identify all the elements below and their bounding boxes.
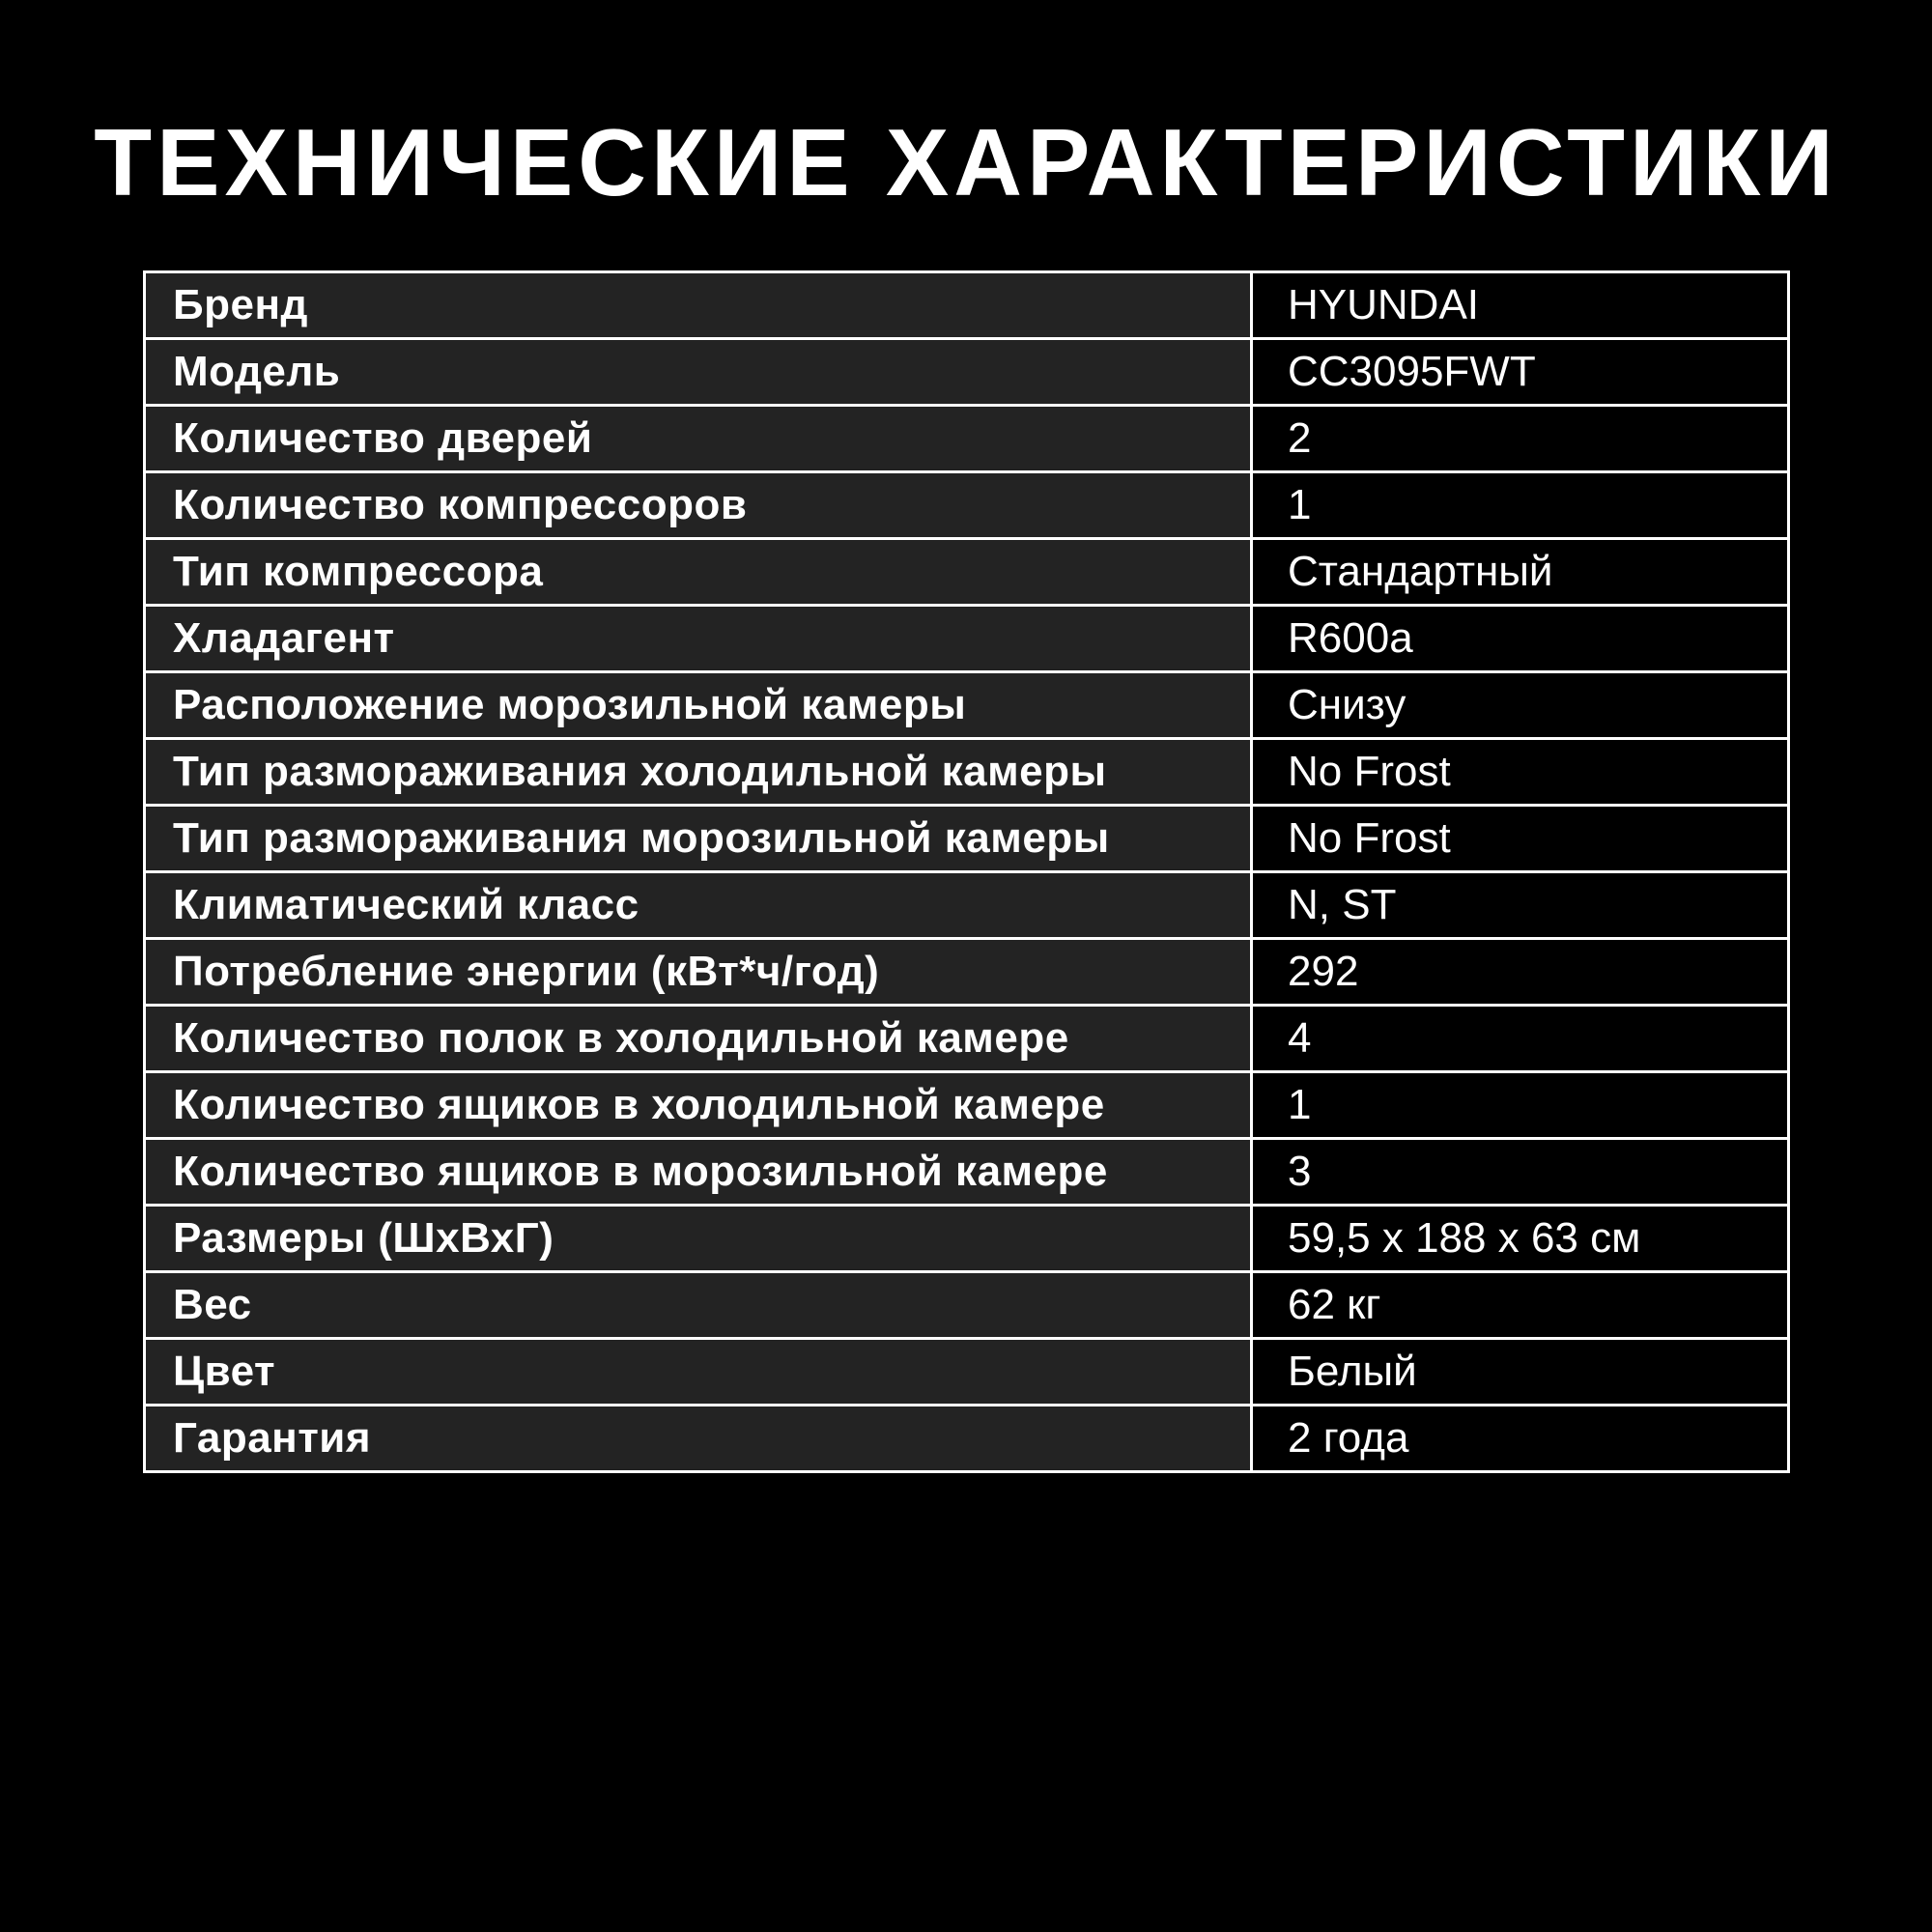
spec-value: 2 bbox=[1252, 406, 1789, 472]
table-row bbox=[145, 1072, 1789, 1139]
spec-table-body bbox=[145, 272, 1789, 1472]
table-row bbox=[145, 1339, 1789, 1406]
spec-label: Расположение морозильной камеры bbox=[145, 672, 1252, 739]
spec-value: 1 bbox=[1252, 472, 1789, 539]
spec-label: Количество дверей bbox=[145, 406, 1252, 472]
table-row bbox=[145, 472, 1789, 539]
spec-label: Количество полок в холодильной камере bbox=[145, 1006, 1252, 1072]
table-row bbox=[145, 939, 1789, 1006]
spec-value: CC3095FWT bbox=[1252, 339, 1789, 406]
page-title: ТЕХНИЧЕСКИЕ ХАРАКТЕРИСТИКИ bbox=[94, 109, 1838, 215]
spec-value: Стандартный bbox=[1252, 539, 1789, 606]
spec-value: 59,5 x 188 x 63 см bbox=[1252, 1206, 1789, 1272]
table-row bbox=[145, 1139, 1789, 1206]
spec-label: Тип размораживания холодильной камеры bbox=[145, 739, 1252, 806]
table-row bbox=[145, 739, 1789, 806]
spec-label: Размеры (ШхВхГ) bbox=[145, 1206, 1252, 1272]
table-row bbox=[145, 272, 1789, 339]
spec-value: N, ST bbox=[1252, 872, 1789, 939]
spec-value: 292 bbox=[1252, 939, 1789, 1006]
table-row bbox=[145, 806, 1789, 872]
spec-label: Тип компрессора bbox=[145, 539, 1252, 606]
spec-label: Хладагент bbox=[145, 606, 1252, 672]
table-row bbox=[145, 1406, 1789, 1472]
table-row bbox=[145, 672, 1789, 739]
spec-value: 3 bbox=[1252, 1139, 1789, 1206]
spec-label: Цвет bbox=[145, 1339, 1252, 1406]
spec-label: Вес bbox=[145, 1272, 1252, 1339]
spec-label: Гарантия bbox=[145, 1406, 1252, 1472]
spec-value: Белый bbox=[1252, 1339, 1789, 1406]
spec-value: No Frost bbox=[1252, 806, 1789, 872]
spec-label: Потребление энергии (кВт*ч/год) bbox=[145, 939, 1252, 1006]
spec-label: Климатический класс bbox=[145, 872, 1252, 939]
spec-value: 1 bbox=[1252, 1072, 1789, 1139]
table-row bbox=[145, 606, 1789, 672]
table-row bbox=[145, 1006, 1789, 1072]
table-row bbox=[145, 539, 1789, 606]
spec-value: 62 кг bbox=[1252, 1272, 1789, 1339]
spec-table bbox=[143, 270, 1790, 1473]
spec-label: Количество ящиков в холодильной камере bbox=[145, 1072, 1252, 1139]
spec-label: Бренд bbox=[145, 272, 1252, 339]
spec-label: Количество ящиков в морозильной камере bbox=[145, 1139, 1252, 1206]
spec-label: Модель bbox=[145, 339, 1252, 406]
spec-value: Снизу bbox=[1252, 672, 1789, 739]
spec-value: 4 bbox=[1252, 1006, 1789, 1072]
spec-value: No Frost bbox=[1252, 739, 1789, 806]
spec-label: Тип размораживания морозильной камеры bbox=[145, 806, 1252, 872]
table-row bbox=[145, 872, 1789, 939]
table-row bbox=[145, 1206, 1789, 1272]
spec-value: HYUNDAI bbox=[1252, 272, 1789, 339]
spec-value: 2 года bbox=[1252, 1406, 1789, 1472]
table-row bbox=[145, 339, 1789, 406]
spec-value: R600a bbox=[1252, 606, 1789, 672]
table-row bbox=[145, 406, 1789, 472]
spec-label: Количество компрессоров bbox=[145, 472, 1252, 539]
table-row bbox=[145, 1272, 1789, 1339]
